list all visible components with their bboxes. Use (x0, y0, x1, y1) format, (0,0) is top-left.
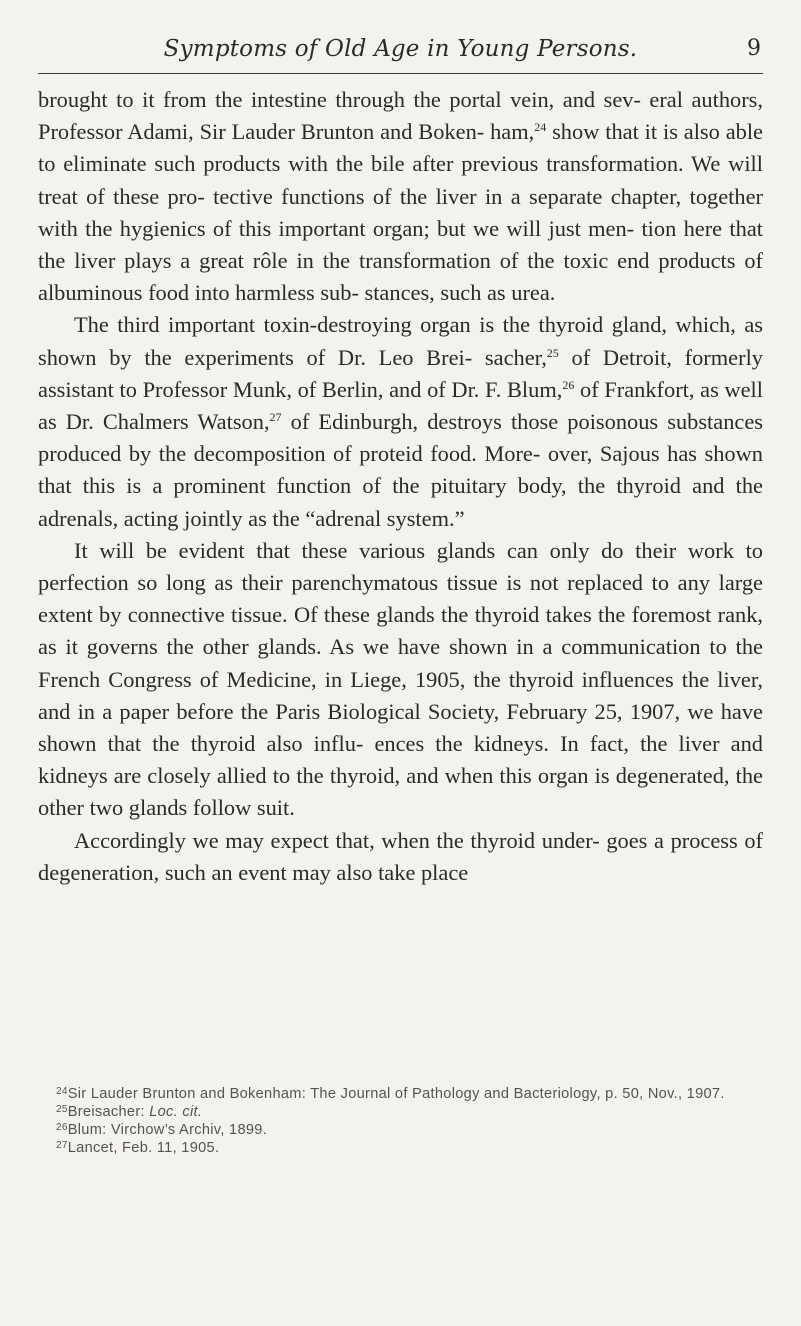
footnote-number: 26 (56, 1122, 68, 1133)
footnote (38, 1139, 763, 1157)
footnote (38, 1121, 763, 1139)
footnote-number: 24 (56, 1086, 68, 1097)
footnote-marker[interactable]: 26 (562, 377, 575, 392)
paragraph (38, 535, 763, 825)
paragraph-text: It will be evident that these various glands can only do their work to perfection so long as their parenchymatous tissue is not replaced to any large extent by connective tissue. Of these glands the thyroid takes the foremost rank, as it governs the other glands. As we have shown in a communication to the French Congress of Medicine, in Liege, 1905, the thyroid influences the liver, and in a paper before the Paris Biological Society, February 25, 1907, we have shown that the thyroid also influ- ences the kidneys. In fact, the liver and kidneys are closely allied to the thyroid, and when this organ is degenerated, the other two glands follow suit. (38, 537, 763, 821)
paragraph-text: of Edinburgh, destroys those poisonous substances produced by the decomposition of proteid food. More- over, Sajous has shown that this is a prominent function of the pituitary body, the thyroid and the adrenals, acting jointly as the “adrenal system.” (38, 409, 763, 531)
footnote-italic-text: Loc. cit. (149, 1104, 203, 1120)
footnote (38, 1103, 763, 1121)
footnote-text: Breisacher: (67, 1104, 150, 1120)
running-title: Symptoms of Old Age in Young Persons. (163, 36, 638, 62)
footnote-marker[interactable]: 27 (269, 410, 282, 425)
header-rule (38, 73, 763, 74)
paragraph (38, 84, 763, 309)
footnote-text: Lancet, Feb. 11, 1905. (67, 1140, 220, 1156)
page-number: 9 (747, 36, 761, 61)
paragraph-text: show that it is also able to eliminate such products with the bile after previous transformation. We will treat of these pro- tective functions of the liver in a separate chapter, together with the hygienics of this important organ; but we will just men- tion here that the liver plays a great rôle in the transformation of the toxic end products of albuminous food into harmless sub- stances, such as urea. (38, 119, 763, 306)
footnote-text: Blum: Virchow’s Archiv, 1899. (67, 1122, 268, 1138)
paragraph-text: Accordingly we may expect that, when the thyroid under- goes a process of degeneration, such an event may also take place (38, 827, 763, 885)
footnote-text: Sir Lauder Brunton and Bokenham: The Journal of Pathology and Bacteriology, p. 50, Nov., 1907. (67, 1086, 725, 1102)
paragraph-text: The third important toxin-destroying organ is the thyroid gland, which, as shown by the experiments of Dr. Leo Brei- sacher, (38, 312, 763, 370)
footnote-number: 25 (56, 1104, 68, 1115)
body-text (38, 84, 763, 889)
paragraph (38, 309, 763, 534)
book-page (38, 0, 763, 1156)
footnote (38, 1085, 763, 1103)
running-head (38, 0, 763, 62)
footnote-marker[interactable]: 25 (546, 345, 559, 360)
paragraph-text: brought to it from the intestine through the portal vein, and sev- eral authors, Professor Adami, Sir Lauder Brunton and Boken- ham, (38, 87, 763, 145)
paragraph-text: of Detroit, formerly assistant to Professor Munk, of Berlin, and of Dr. F. Blum, (38, 344, 763, 402)
paragraph (38, 825, 763, 889)
footnote-number: 27 (56, 1140, 68, 1151)
paragraph-text: of Frankfort, as well as Dr. Chalmers Watson, (38, 376, 763, 435)
footnote-marker[interactable]: 24 (534, 120, 547, 135)
footnotes (38, 1085, 763, 1157)
